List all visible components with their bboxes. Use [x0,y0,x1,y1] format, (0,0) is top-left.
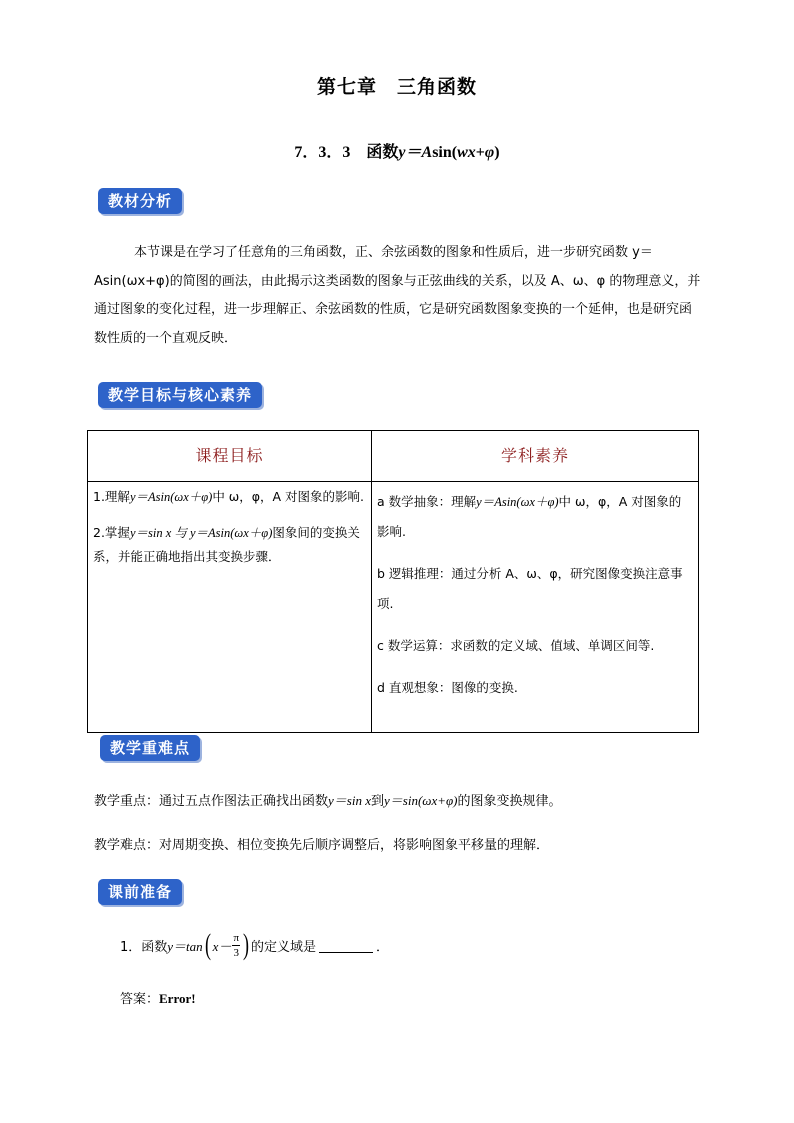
chapter-title: 第七章 三角函数 [316,76,477,98]
question-end: ． [376,939,390,955]
goal-1-prefix: 1.理解 [93,489,130,504]
course-goal-1 [93,485,366,509]
analysis-text: 本节课是在学习了任意角的三角函数，正、余弦函数的图象和性质后，进一步研究函数 y＝Asin(ωx+φ)的简图的画法，由此揭示这类函数的图象与正弦曲线的关系，以及 A、ω、φ 的物理意义，并通过图象的变化过程，进一步理解正、余弦函数的性质，它是研究函数图象变换的一个延伸，也是研究函数性质的一个直观反映． [94,245,701,346]
literacy-cell [372,482,699,733]
section-formula-phi: φ [484,144,495,161]
focus-suffix: 的图象变换规律。 [457,794,562,809]
fraction-numerator: π [233,931,240,944]
header-course-goals: 课程目标 [88,431,372,482]
section-formula-close: ) [494,144,500,161]
literacy-a [377,487,693,547]
tag-goals: 教学目标与核心素养 [98,382,262,408]
prep-question-1 [120,930,389,960]
focus-mid: 到 [370,794,384,809]
answer-value: Error! [159,991,196,1006]
literacy-a-formula: y＝Asin(ωx＋φ) [476,495,559,509]
section-formula-wx: wx [457,144,476,161]
tag-analysis: 教材分析 [98,188,182,214]
focus-prefix: 教学重点：通过五点作图法正确找出函数 [94,794,329,809]
teaching-difficulty: 教学难点：对周期变换、相位变换先后顺序调整后，将影响图象平移量的理解． [94,838,550,853]
section-formula-sin: sin( [432,144,458,161]
goal-1-formula: y＝Asin(ωx＋φ) [129,490,213,504]
focus-formula-1: y＝sin x [328,793,371,808]
section-title [0,139,794,162]
left-paren-icon: ( [204,928,211,961]
course-goal-2 [93,521,366,568]
section-prefix: 7．3．3 函数 [294,144,399,161]
fraction-denominator: 3 [233,946,239,959]
goal-2-formula: y＝sin x 与 y＝Asin(ωx＋φ) [129,526,273,540]
literacy-c: c 数学运算：求函数的定义域、值域、单调区间等. [377,638,655,653]
tag-key-points: 教学重难点 [100,735,200,761]
literacy-b: b 逻辑推理：通过分析 A、ω、φ，研究图像变换注意事项. [377,566,683,611]
fraction-pi-over-3 [232,931,240,960]
question-x: x－ [212,938,232,954]
tag-prep: 课前准备 [98,879,182,905]
answer-label: 答案： [120,992,160,1007]
course-goals-cell [88,482,372,733]
literacy-a-prefix: a 数学抽象：理解 [377,494,477,509]
question-prefix: 1．函数 [120,939,168,955]
goal-2-prefix: 2.掌握 [93,525,130,540]
analysis-paragraph [94,239,702,353]
prep-answer [120,988,196,1007]
question-function: y＝tan [167,938,203,954]
question-suffix: 的定义域是 [251,939,317,955]
literacy-d: d 直观想象：图像的变换. [377,680,518,695]
goal-2-suffix: 图象间的变换关系，并能正确地指出其变换步骤． [93,525,360,564]
literacy-a-suffix: 中 ω，φ，A 对图象的影响. [377,494,682,539]
right-paren-icon: ) [243,928,250,961]
section-formula-y: y＝A [398,144,433,161]
section-formula-plus: + [475,144,485,161]
goals-table [87,430,699,733]
focus-formula-2: y＝sin(ωx+φ) [384,793,458,808]
answer-blank [319,938,373,953]
header-literacy: 学科素养 [372,431,699,482]
teaching-focus [94,790,562,809]
goal-1-suffix: 中 ω，φ，A 对图象的影响. [212,489,365,504]
